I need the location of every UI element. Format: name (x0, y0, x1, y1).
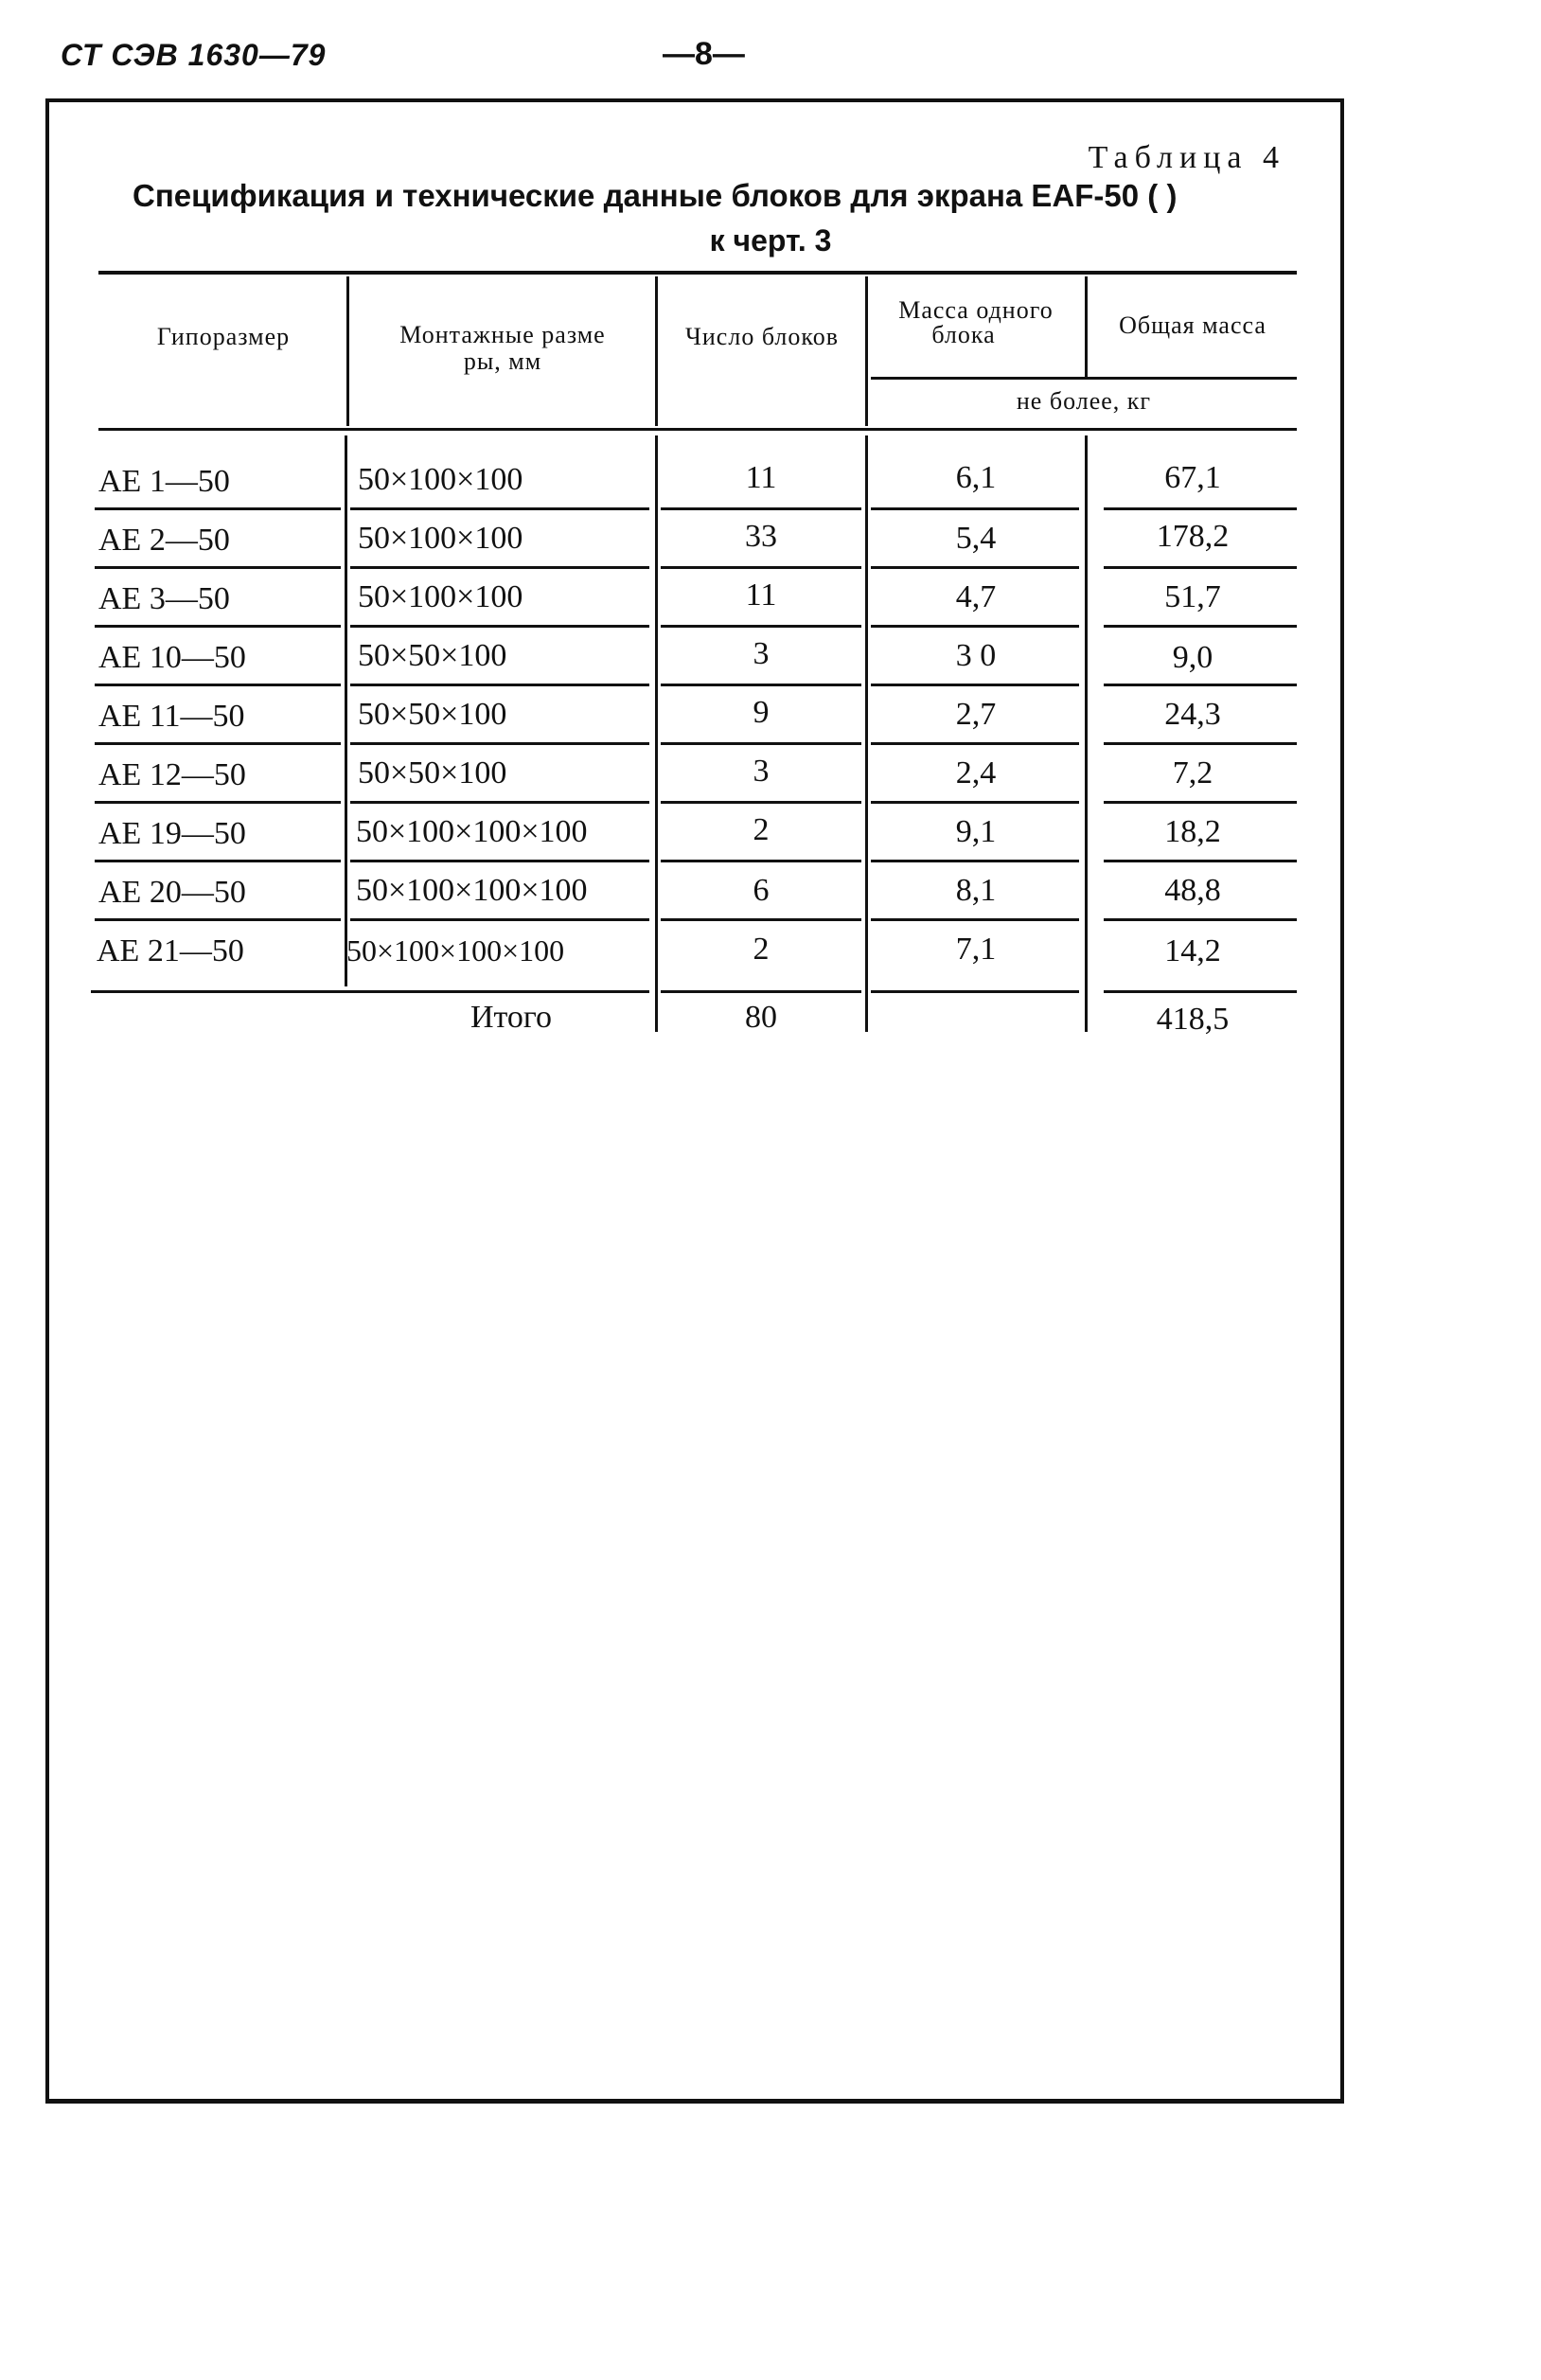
total-mass: 418,5 (1156, 1002, 1230, 1037)
cell-count: 3 (753, 636, 770, 671)
cell-unit-mass: 9,1 (955, 814, 997, 849)
cell-mount: 50×50×100 (358, 755, 507, 790)
cell-total-mass: 7,2 (1172, 755, 1213, 790)
cell-count: 2 (753, 932, 770, 967)
cell-unit-mass: 2,4 (955, 755, 997, 790)
table-caption-sub: к черт. 3 (709, 223, 832, 258)
cell-unit-mass: 3 0 (955, 638, 997, 673)
cell-unit-mass: 4,7 (955, 579, 997, 614)
cell-unit-mass: 6,1 (955, 460, 997, 495)
cell-unit-mass: 8,1 (955, 873, 997, 908)
col-header-units: не более, кг (1016, 387, 1152, 415)
cell-total-mass: 67,1 (1164, 460, 1221, 495)
cell-unit-mass: 2,7 (955, 697, 997, 732)
cell-size: АЕ 21—50 (97, 933, 244, 968)
units-rule (871, 377, 1297, 380)
hdr-divider-3 (865, 276, 868, 426)
cell-count: 9 (753, 695, 770, 730)
cell-size: АЕ 19—50 (98, 816, 246, 851)
cell-total-mass: 48,8 (1164, 873, 1221, 908)
document-code: СТ СЭВ 1630—79 (61, 38, 327, 72)
cell-count: 3 (753, 754, 770, 789)
body-divider-2 (655, 435, 658, 1032)
cell-size: АЕ 11—50 (98, 699, 245, 734)
table-caption: Спецификация и технические данные блоков для экрана EAF-50 ( ) (133, 178, 1178, 213)
cell-count: 2 (753, 812, 770, 847)
cell-total-mass: 24,3 (1164, 697, 1221, 732)
cell-total-mass: 51,7 (1164, 579, 1221, 614)
cell-mount: 50×100×100×100 (356, 873, 588, 908)
cell-size: АЕ 2—50 (98, 523, 230, 558)
cell-count: 33 (745, 519, 777, 554)
col-header-total-mass: Общая масса (1119, 311, 1266, 339)
cell-unit-mass: 5,4 (955, 521, 997, 556)
cell-size: АЕ 12—50 (98, 757, 246, 792)
col-header-unit-mass-1: Масса одного (898, 296, 1054, 324)
cell-mount: 50×100×100 (358, 462, 523, 497)
col-header-unit-mass-2: блока (931, 321, 996, 348)
cell-total-mass: 18,2 (1164, 814, 1221, 849)
total-count: 80 (745, 1000, 777, 1035)
cell-mount: 50×100×100 (358, 521, 523, 556)
table-top-rule (98, 271, 1297, 275)
cell-count: 11 (745, 577, 777, 613)
cell-mount: 50×100×100×100 (356, 814, 588, 849)
body-divider-3 (865, 435, 868, 1032)
header-bottom-rule (98, 428, 1297, 431)
cell-size: АЕ 20—50 (98, 875, 246, 910)
hdr-divider-1 (346, 276, 349, 426)
cell-size: АЕ 10—50 (98, 640, 246, 675)
hdr-divider-2 (655, 276, 658, 426)
col-header-count: Число блоков (685, 323, 839, 350)
cell-total-mass: 178,2 (1156, 519, 1230, 554)
cell-total-mass: 14,2 (1164, 933, 1221, 968)
cell-size: АЕ 3—50 (98, 581, 230, 616)
cell-mount: 50×100×100 (358, 579, 523, 614)
total-label: Итого (469, 1000, 553, 1035)
cell-mount: 50×50×100 (358, 697, 507, 732)
body-divider-1 (345, 435, 347, 986)
cell-mount: 50×100×100×100 (346, 933, 565, 968)
cell-count: 11 (745, 460, 777, 495)
cell-total-mass: 9,0 (1172, 640, 1213, 675)
page-number: —8— (663, 36, 745, 72)
cell-size: АЕ 1—50 (98, 464, 230, 499)
col-header-size: Гипоразмер (156, 323, 291, 350)
cell-mount: 50×50×100 (358, 638, 507, 673)
col-header-mount-2: ры, мм (463, 347, 542, 375)
table-label: Таблица 4 (1088, 140, 1285, 175)
body-divider-4 (1085, 435, 1088, 1032)
cell-count: 6 (753, 873, 770, 908)
cell-unit-mass: 7,1 (955, 932, 997, 967)
col-header-mount-1: Монтажные разме (399, 321, 606, 348)
hdr-divider-4 (1085, 276, 1088, 377)
